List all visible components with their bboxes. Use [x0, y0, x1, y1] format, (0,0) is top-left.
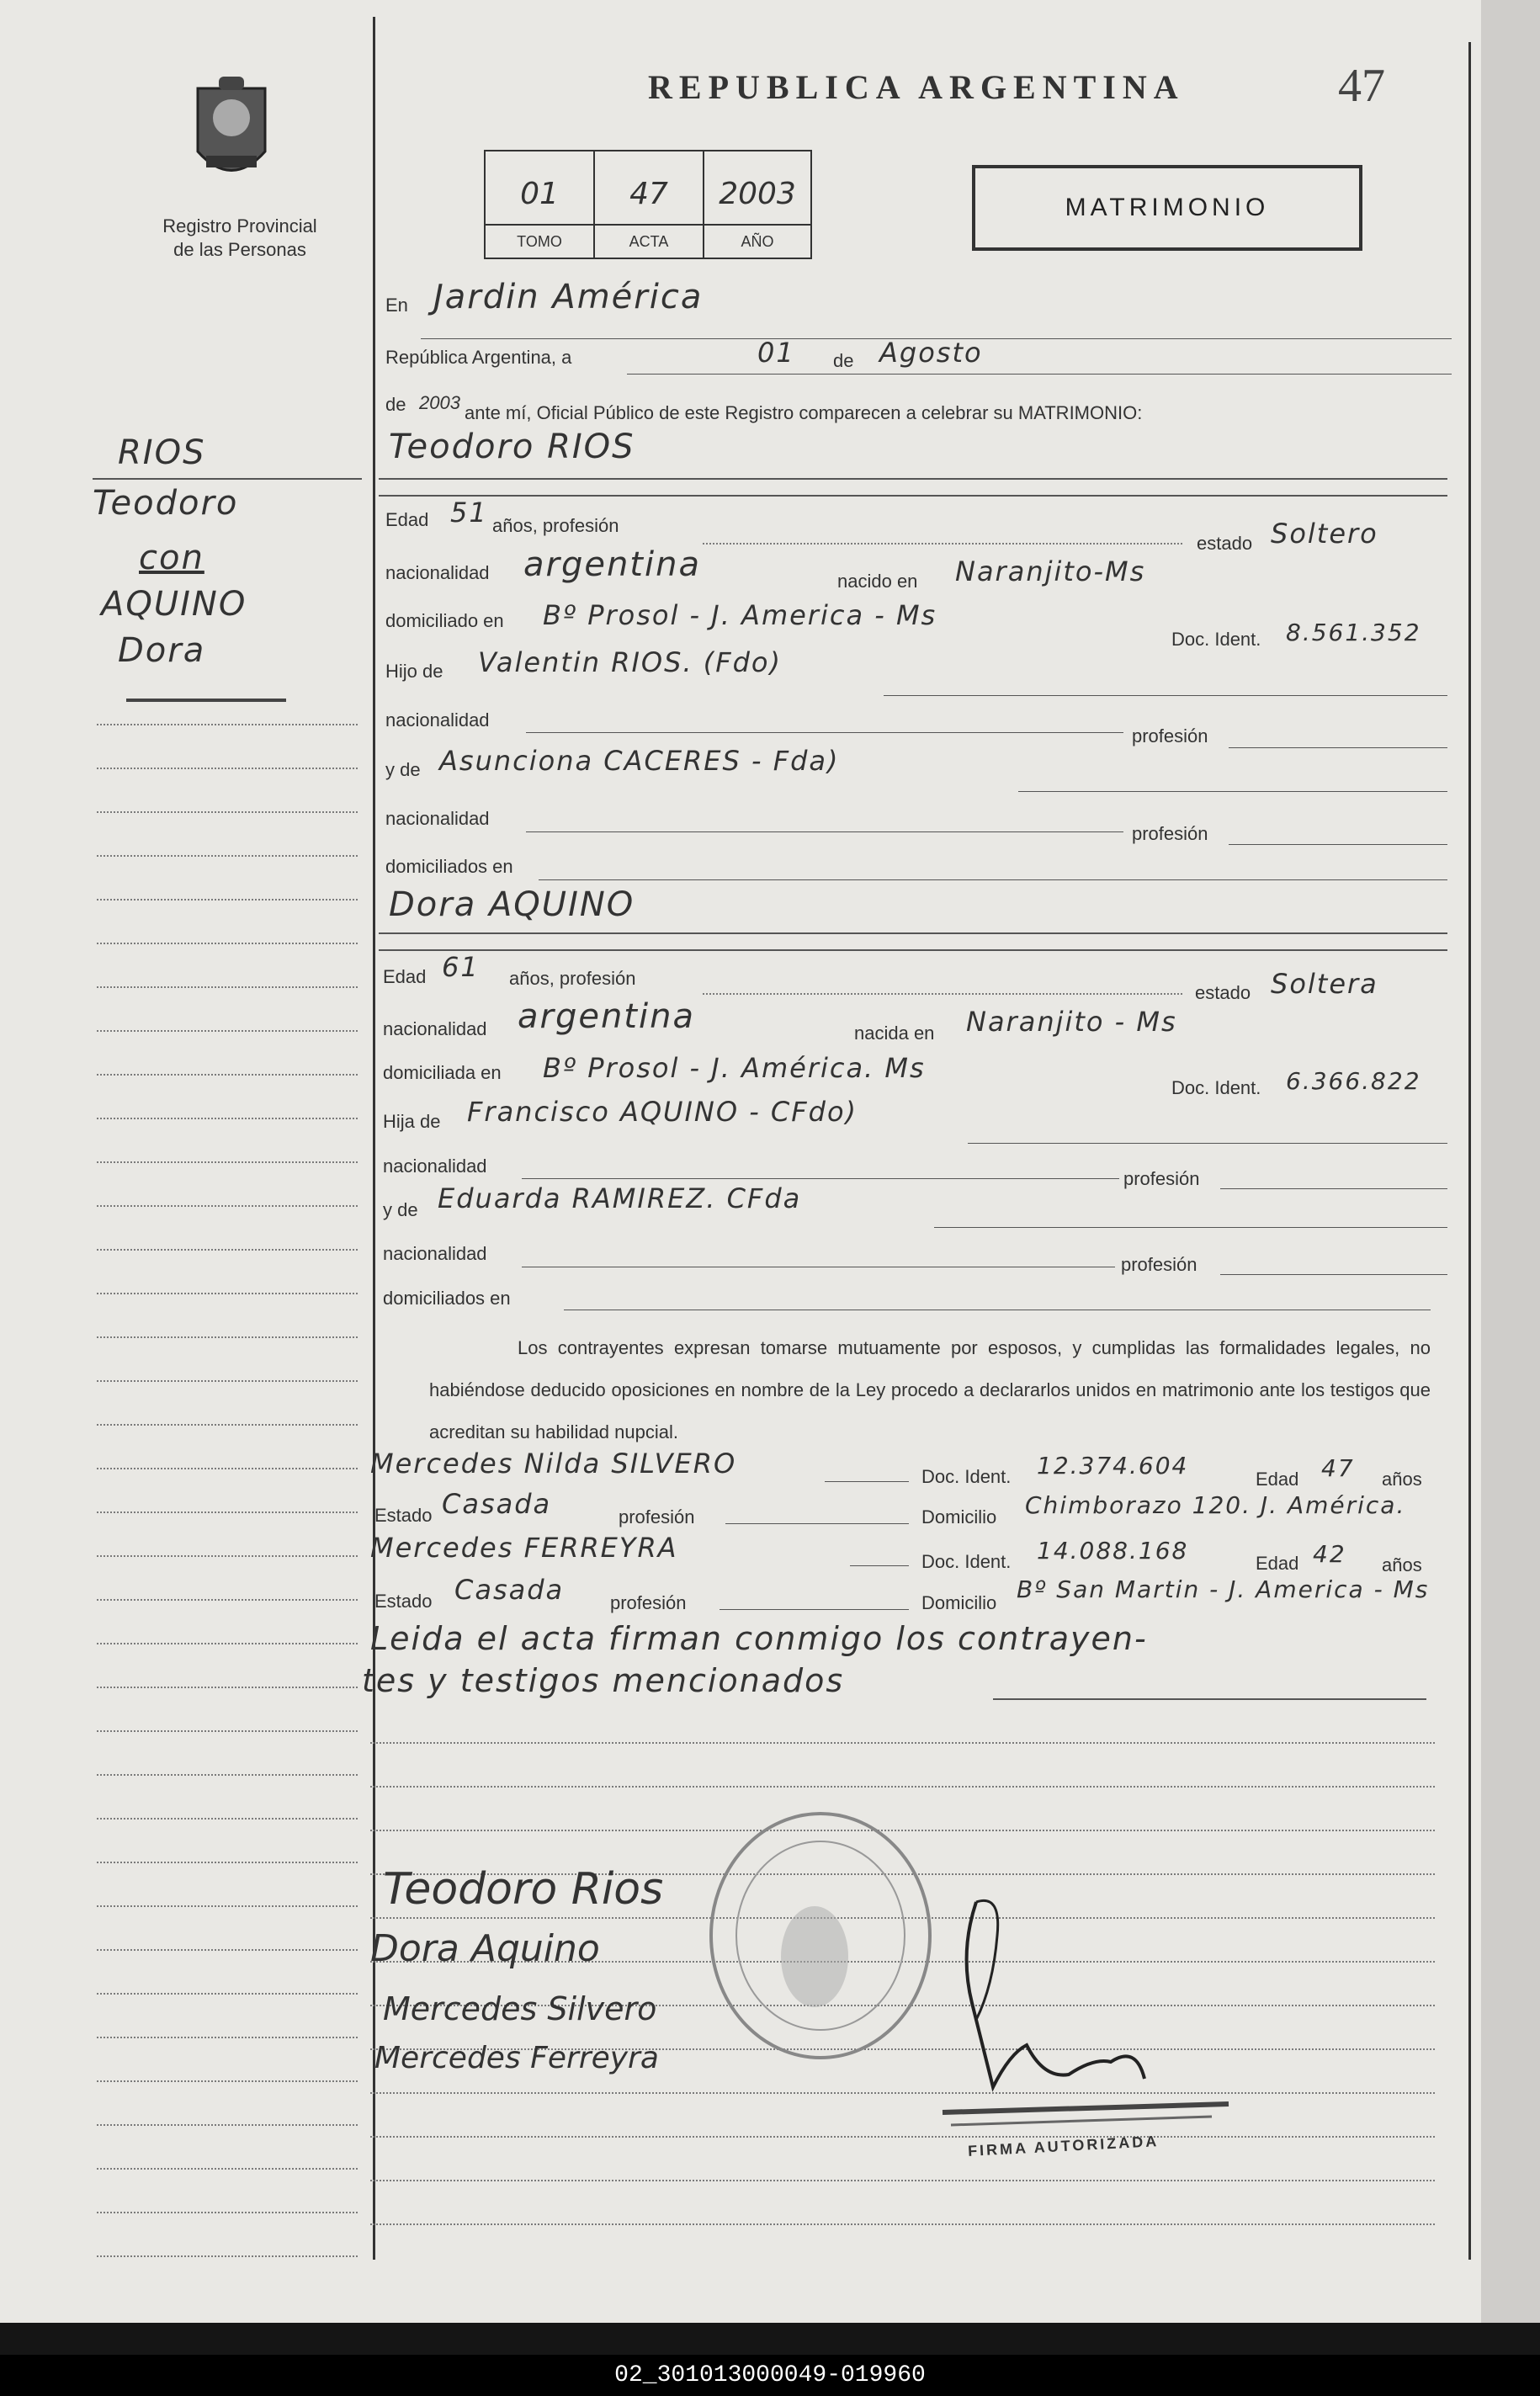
- registry-line-2: de las Personas: [173, 239, 306, 260]
- groom-estado-label: estado: [1197, 533, 1253, 554]
- witness1-estado: Casada: [442, 1488, 552, 1520]
- place: Jardin América: [433, 278, 704, 316]
- bride-nac-mother-label: nacionalidad: [383, 1243, 487, 1264]
- bride-doc: 6.366.822: [1286, 1067, 1421, 1095]
- groom-nacido-label: nacido en: [837, 571, 918, 592]
- witness2-prof-label: profesión: [610, 1592, 687, 1613]
- page-number: 47: [1338, 60, 1385, 112]
- margin-name-groom: Teodoro: [93, 484, 239, 523]
- groom-prof-father-line: [1229, 747, 1447, 748]
- groom-edad-label: Edad: [385, 509, 429, 530]
- body-ruled-line: [370, 2136, 1435, 2138]
- groom-father-line: [884, 695, 1447, 696]
- witness2-anos-label: años: [1382, 1554, 1422, 1575]
- bride-estado-label: estado: [1195, 982, 1251, 1003]
- margin-ruled-line: [97, 1336, 358, 1338]
- groom-father: Valentin RIOS. (Fdo): [478, 646, 782, 678]
- bride-prof-father-label: profesión: [1123, 1168, 1200, 1189]
- margin-ruled-line: [97, 1205, 358, 1207]
- bride-nac-father-line: [522, 1178, 1119, 1179]
- bride-nacionalidad-label: nacionalidad: [383, 1018, 487, 1039]
- act-reference-box: [484, 150, 812, 259]
- bride-doc-label: Doc. Ident.: [1171, 1077, 1261, 1098]
- witness2-doc: 14.088.168: [1037, 1537, 1189, 1565]
- bride-name-line: [379, 932, 1447, 934]
- year: 2003: [419, 392, 460, 413]
- margin-ruled-line: [97, 1293, 358, 1294]
- bride-nac-father-label: nacionalidad: [383, 1155, 487, 1177]
- bride-anos-prof-label: años, profesión: [509, 968, 636, 989]
- closing-line-1: Leida el acta firman conmigo los contrayen-: [370, 1620, 1148, 1657]
- groom-nationality: argentina: [523, 545, 701, 584]
- bride-age: 61: [442, 951, 480, 983]
- bride-mother-line: [934, 1227, 1447, 1228]
- margin-ruled-line: [97, 1643, 358, 1644]
- groom-domiciliados-line: [539, 879, 1447, 880]
- witness2-doc-label: Doc. Ident.: [921, 1551, 1012, 1572]
- firma-autorizada-label: FIRMA AUTORIZADA: [967, 2133, 1160, 2160]
- official-stamp-icon: [707, 1809, 934, 2062]
- margin-ruled-line: [97, 855, 358, 857]
- margin-ruled-line: [97, 811, 358, 813]
- scan-identifier: 02_301013000049-019960: [0, 2355, 1540, 2396]
- groom-nac-father-line: [526, 732, 1123, 733]
- body-ruled-line: [370, 2180, 1435, 2181]
- witness2-age: 42: [1313, 1540, 1346, 1568]
- margin-ruled-line: [97, 1161, 358, 1163]
- groom-birthplace: Naranjito-Ms: [955, 555, 1146, 587]
- body-ruled-line: [370, 2223, 1435, 2225]
- witness2-name: Mercedes FERREYRA: [370, 1532, 678, 1564]
- bride-hija-label: Hija de: [383, 1111, 441, 1132]
- margin-ruled-line: [97, 1774, 358, 1776]
- margin-ruled-line: [97, 768, 358, 769]
- witness2-domicile: Bº San Martin - J. America - Ms: [1017, 1575, 1430, 1603]
- margin-ruled-line: [97, 1949, 358, 1951]
- body-ruled-line: [370, 1786, 1435, 1788]
- witness1-domicilio-label: Domicilio: [921, 1506, 997, 1527]
- margin-ruled-line: [97, 943, 358, 944]
- witness2-edad-label: Edad: [1256, 1553, 1299, 1574]
- witness1-doc-label: Doc. Ident.: [921, 1466, 1012, 1487]
- bride-birthplace: Naranjito - Ms: [966, 1006, 1177, 1038]
- groom-nacionalidad-label: nacionalidad: [385, 562, 490, 583]
- witness1-prof-label: profesión: [619, 1506, 695, 1527]
- margin-ruled-line: [97, 1511, 358, 1513]
- margin-ruled-line: [97, 1599, 358, 1601]
- margin-ruled-line: [97, 1730, 358, 1732]
- bride-prof-father-line: [1220, 1188, 1447, 1189]
- groom-doc: 8.561.352: [1286, 619, 1421, 646]
- tomo-cell: [486, 151, 595, 258]
- act-type-label: MATRIMONIO: [1065, 194, 1270, 221]
- groom-domiciliados-label: domiciliados en: [385, 856, 513, 877]
- anio-value: 2003: [719, 177, 796, 211]
- anio-cell: [704, 151, 810, 258]
- margin-con: con: [139, 539, 204, 577]
- bride-mother: Eduarda RAMIREZ. CFda: [438, 1182, 802, 1214]
- acta-label: ACTA: [629, 233, 669, 250]
- legal-text: Los contrayentes expresan tomarse mutuamente por esposos, y cumplidas las formalidades legales, no habiéndose deducido oposiciones en nombre de la Ley procedo a declararlos unidos en matrimonio ante los testigos que acreditan su habilidad nupcial.: [429, 1337, 1431, 1442]
- groom-doc-label: Doc. Ident.: [1171, 629, 1261, 650]
- margin-ruled-line: [97, 1118, 358, 1119]
- margin-ruled-line: [97, 2255, 358, 2257]
- groom-mother-line: [1018, 791, 1447, 792]
- act-type-box: [972, 165, 1362, 251]
- closing-line-2: tes y testigos mencionados: [362, 1662, 845, 1699]
- groom-nac-father-label: nacionalidad: [385, 709, 490, 730]
- groom-mother: Asunciona CACERES - Fda): [439, 745, 840, 777]
- acta-cell: [595, 151, 704, 258]
- margin-surname-groom: RIOS: [118, 433, 206, 472]
- groom-domiciliado-label: domiciliado en: [385, 610, 504, 631]
- margin-ruled-line: [97, 1687, 358, 1688]
- margin-ruled-line: [97, 1074, 358, 1076]
- witness1-anos-label: años: [1382, 1469, 1422, 1490]
- groom-hijo-label: Hijo de: [385, 661, 443, 682]
- compare-text: ante mí, Oficial Público de este Registro comparecen a celebrar su MATRIMONIO:: [465, 402, 1143, 423]
- margin-ruled-line: [97, 2037, 358, 2038]
- margin-ruled-line: [97, 1249, 358, 1251]
- margin-ruled-line: [97, 2212, 358, 2213]
- en-label: En: [385, 295, 408, 316]
- groom-nac-mother-label: nacionalidad: [385, 808, 490, 829]
- groom-profession-line: [703, 543, 1182, 545]
- groom-age: 51: [450, 497, 488, 529]
- de2-label: de: [385, 394, 406, 415]
- groom-anos-prof-label: años, profesión: [492, 515, 619, 536]
- page-title: REPUBLICA ARGENTINA: [648, 68, 1185, 106]
- page-edge: [1481, 0, 1540, 2323]
- bride-domiciliada-label: domiciliada en: [383, 1062, 502, 1083]
- witness1-prof-line: [725, 1523, 909, 1524]
- bride-edad-label: Edad: [383, 966, 427, 987]
- witness1-age: 47: [1321, 1454, 1355, 1482]
- bride-name: Dora AQUINO: [389, 885, 635, 924]
- groom-nac-mother-line: [526, 831, 1123, 832]
- margin-ruled-line: [97, 1468, 358, 1469]
- witness1-name-line: [825, 1481, 909, 1482]
- day: 01: [757, 337, 795, 369]
- margin-ruled-line: [97, 986, 358, 988]
- margin-ruled-line: [97, 1380, 358, 1382]
- month: Agosto: [879, 337, 983, 369]
- date-line: [627, 374, 1452, 375]
- margin-surname-bride: AQUINO: [101, 585, 247, 624]
- bride-name-line-2: [379, 949, 1447, 951]
- margin-ruled-line: [97, 2168, 358, 2170]
- signature-witness1: Mercedes Silvero: [383, 1990, 657, 2027]
- bride-prof-mother-line: [1220, 1274, 1447, 1275]
- bride-estado: Soltera: [1271, 968, 1378, 1000]
- anio-label: AÑO: [741, 233, 774, 250]
- groom-name-line-2: [379, 495, 1447, 497]
- groom-y-de-label: y de: [385, 759, 421, 780]
- margin-ruled-line: [97, 1862, 358, 1863]
- right-border: [1468, 42, 1471, 2260]
- margin-name-bride: Dora: [118, 631, 206, 670]
- signature-witness2: Mercedes Ferreyra: [374, 2041, 659, 2075]
- witness2-prof-line: [720, 1609, 909, 1610]
- bride-nacida-label: nacida en: [854, 1023, 935, 1044]
- body-ruled-line: [370, 1742, 1435, 1744]
- witness1-name: Mercedes Nilda SILVERO: [370, 1448, 737, 1480]
- groom-domicile: Bº Prosol - J. America - Ms: [543, 599, 937, 631]
- body-ruled-line: [370, 2092, 1435, 2094]
- bride-domicile: Bº Prosol - J. América. Ms: [543, 1052, 926, 1084]
- margin-underline: [126, 699, 286, 702]
- margin-rule: [93, 478, 362, 480]
- tomo-label: TOMO: [517, 233, 562, 250]
- witness2-estado: Casada: [454, 1574, 565, 1606]
- groom-name: Teodoro RIOS: [389, 428, 635, 466]
- margin-ruled-line: [97, 1555, 358, 1557]
- bride-prof-mother-label: profesión: [1121, 1254, 1197, 1275]
- witness2-estado-label: Estado: [374, 1591, 433, 1612]
- bride-domiciliados-label: domiciliados en: [383, 1288, 511, 1309]
- registry-seal-icon: [181, 72, 282, 194]
- closing-line: [993, 1698, 1426, 1700]
- witness2-name-line: [850, 1565, 909, 1566]
- signature-bride: Dora Aquino: [370, 1927, 600, 1970]
- groom-estado: Soltero: [1271, 518, 1378, 550]
- witness1-estado-label: Estado: [374, 1505, 433, 1526]
- margin-ruled-line: [97, 724, 358, 725]
- bride-father-line: [968, 1143, 1447, 1144]
- registry-name: [126, 215, 353, 262]
- witness1-edad-label: Edad: [1256, 1469, 1299, 1490]
- margin-ruled-line: [97, 1993, 358, 1995]
- groom-prof-mother-line: [1229, 844, 1447, 845]
- de-label: de: [833, 350, 854, 371]
- margin-ruled-line: [97, 1905, 358, 1907]
- bride-profession-line: [703, 993, 1182, 995]
- bride-y-de-label: y de: [383, 1199, 418, 1220]
- bride-nationality: argentina: [518, 997, 695, 1036]
- registry-line-1: Registro Provincial: [162, 215, 317, 236]
- acta-value: 47: [629, 177, 668, 211]
- tomo-value: 01: [520, 177, 559, 211]
- margin-ruled-line: [97, 1424, 358, 1426]
- witness1-domicile: Chimborazo 120. J. América.: [1025, 1491, 1406, 1519]
- margin-ruled-line: [97, 2080, 358, 2082]
- witness1-doc: 12.374.604: [1037, 1452, 1189, 1480]
- margin-ruled-line: [97, 1030, 358, 1032]
- margin-ruled-line: [97, 1818, 358, 1820]
- margin-ruled-line: [97, 2124, 358, 2126]
- signature-groom: Teodoro Rios: [383, 1864, 664, 1915]
- officer-signature-icon: [926, 1885, 1245, 2146]
- margin-ruled-line: [97, 899, 358, 900]
- republica-label: República Argentina, a: [385, 347, 572, 368]
- bride-father: Francisco AQUINO - CFdo): [467, 1096, 858, 1128]
- groom-prof-father-label: profesión: [1132, 725, 1208, 746]
- groom-prof-mother-label: profesión: [1132, 823, 1208, 844]
- margin-divider: [373, 17, 375, 2260]
- witness2-domicilio-label: Domicilio: [921, 1592, 997, 1613]
- groom-name-line: [379, 478, 1447, 480]
